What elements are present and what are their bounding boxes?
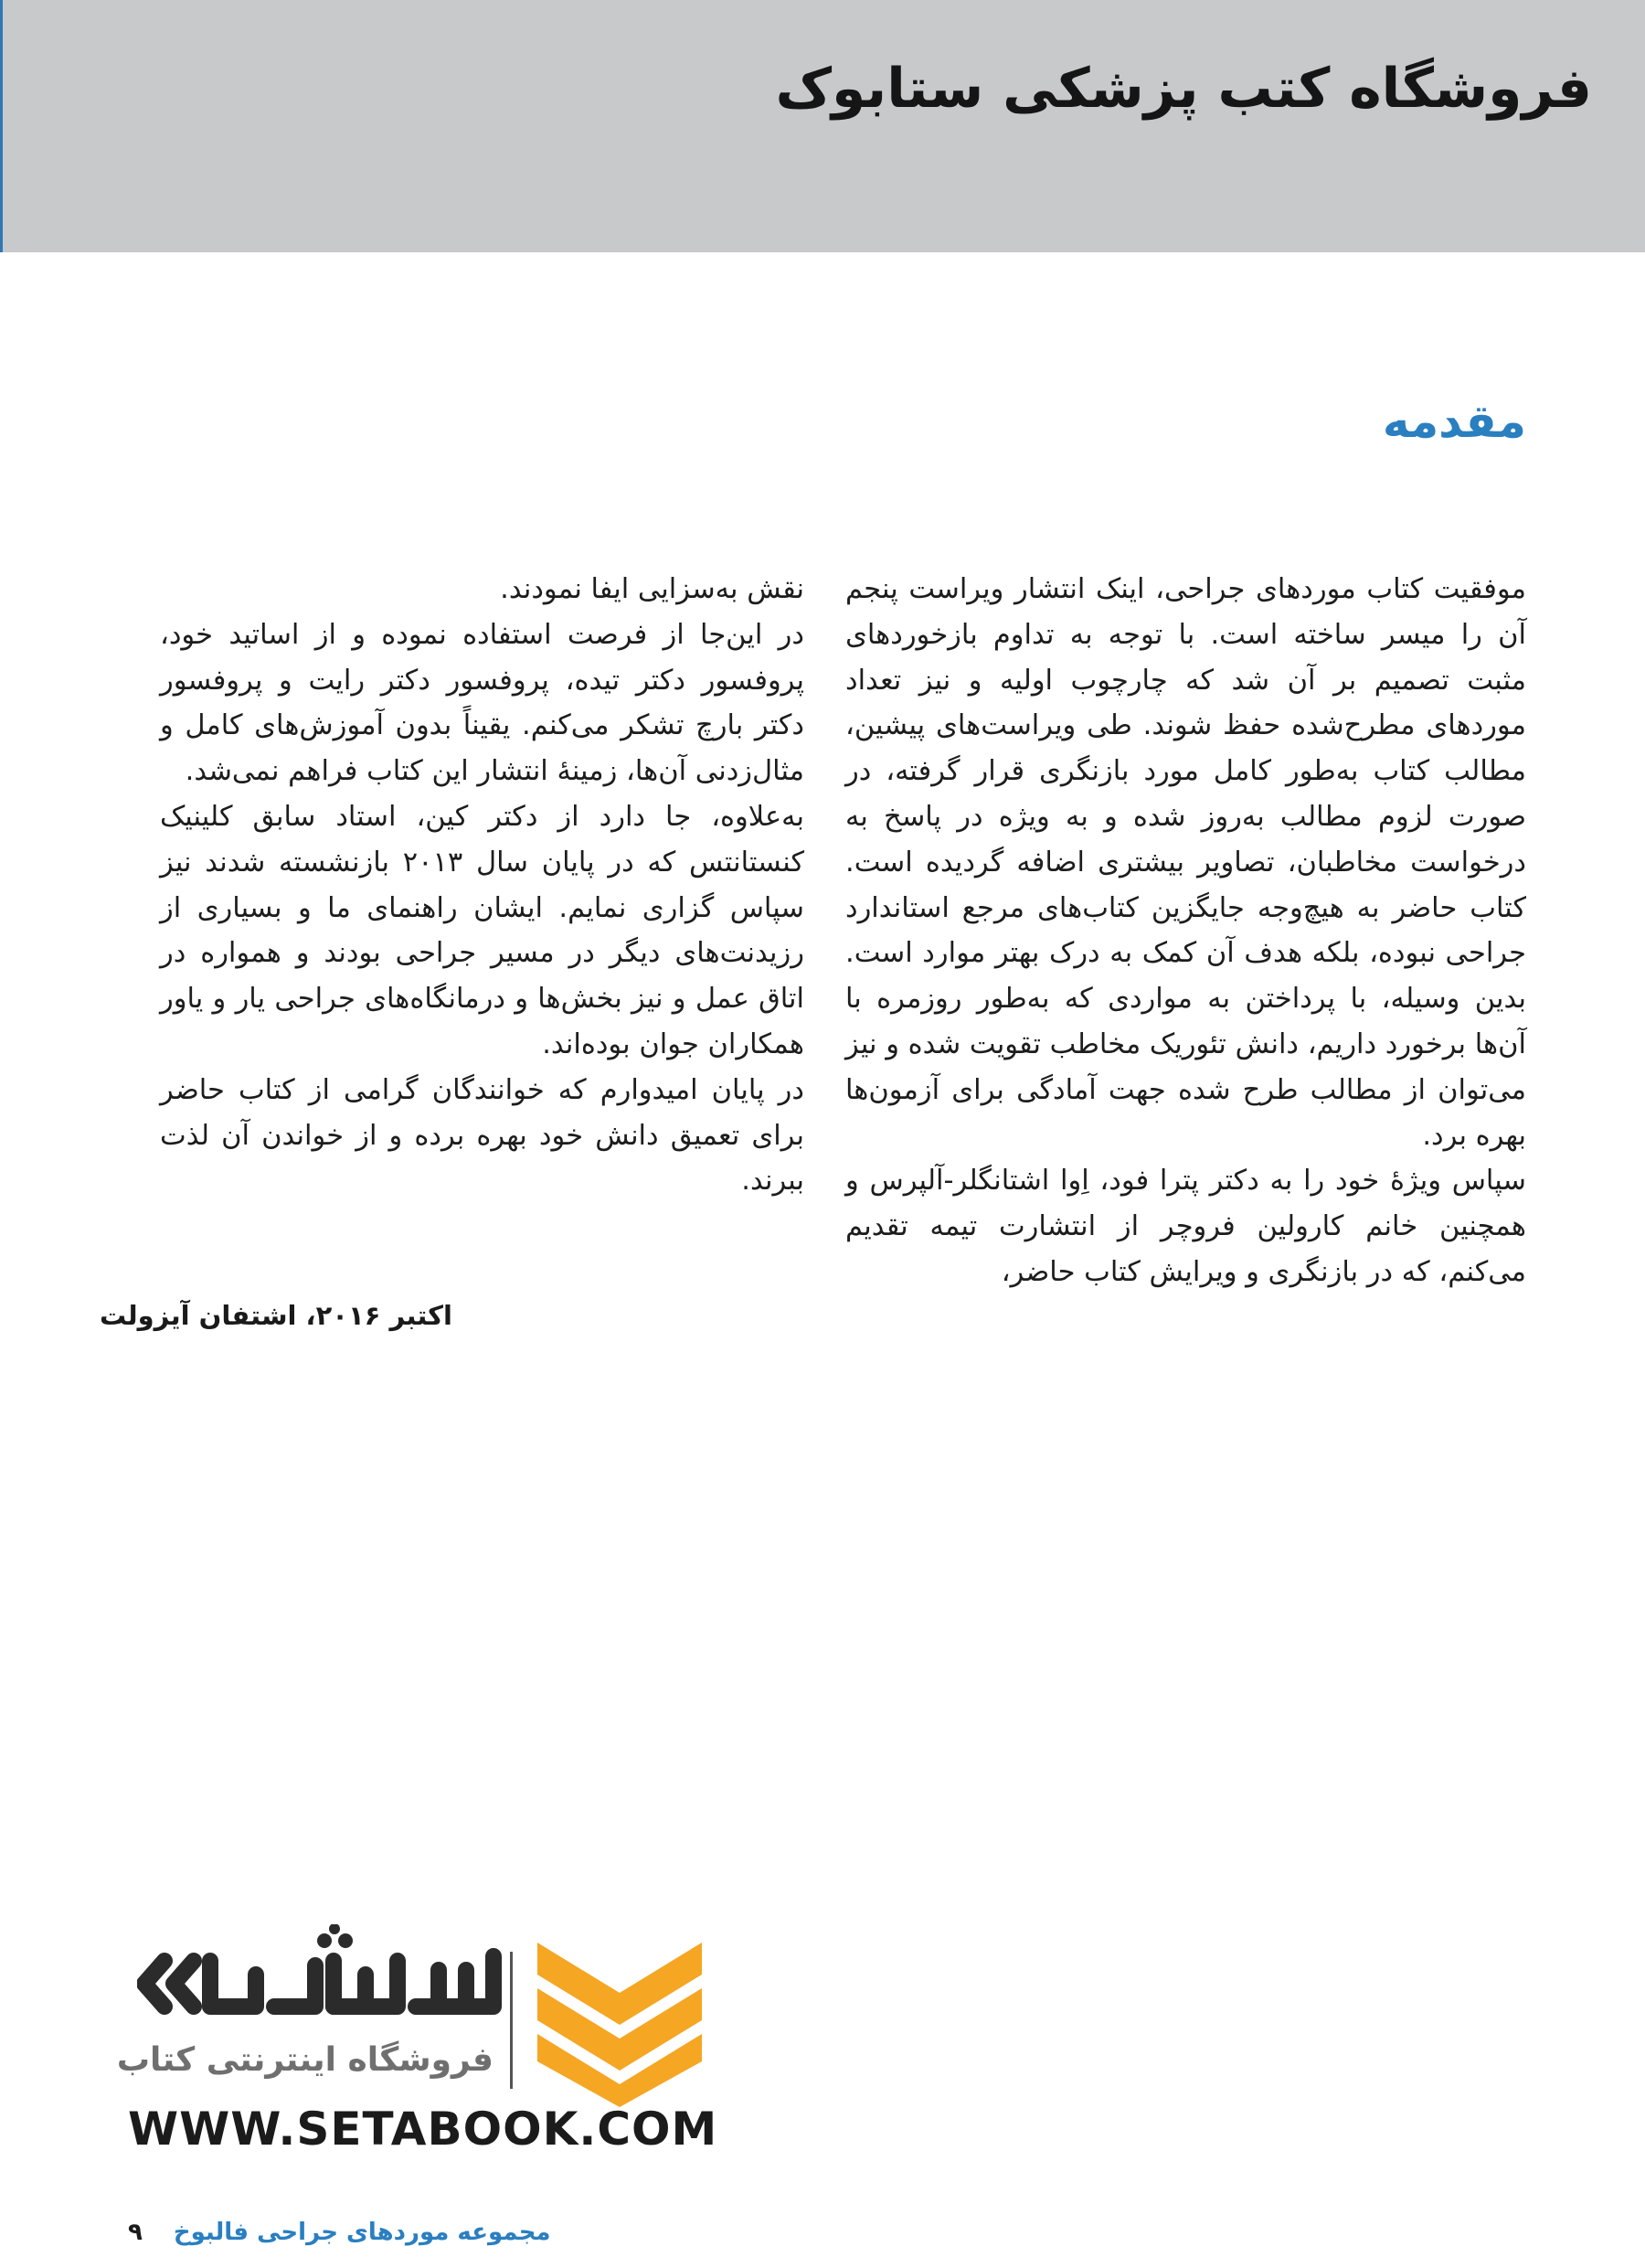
paragraph: در این‌جا از فرصت استفاده نموده و از اساتید خود، پروفسور دکتر تیده، پروفسور دکتر رایت و پروفسور دکتر بارچ تشکر می‌کنم. یقیناً بدون آموزش‌های کامل و مثال‌زدنی آن‌ها، زمینهٔ انتشار این کتاب فراهم نمی‌شد. — [160, 618, 804, 788]
header-edge-line — [0, 0, 3, 252]
setabook-wordmark-logo — [137, 1924, 503, 2043]
page-number: ۹ — [128, 2219, 143, 2246]
header-title: فروشگاه کتب پزشکی ستابوک — [775, 57, 1592, 121]
setabook-logo — [116, 1924, 718, 2162]
logo-url — [128, 2103, 718, 2156]
paragraph: نقش به‌سزایی ایفا نمودند. — [500, 573, 804, 605]
signature: اکتبر ۲۰۱۶، اشتفان آیزولت — [100, 1300, 452, 1331]
logo-divider — [510, 1952, 513, 2089]
text-column-right — [845, 567, 1526, 1295]
paragraph: در پایان امیدوارم که خوانندگان گرامی از کتاب حاضر برای تعمیق دانش خود بهره برده و از خواندن آن لذت ببرند. — [160, 1073, 804, 1198]
text-column-left — [160, 567, 804, 1204]
paragraph: موفقیت کتاب موردهای جراحی، اینک انتشار ویراست پنجم آن را میسر ساخته است. با توجه به تداوم بازخوردهای مثبت تصمیم بر آن شد که چارچوب اولیه و نیز تعداد موردهای مطرح‌شده حفظ شوند. طی ویراست‌های پیشین، مطالب کتاب به‌طور کامل مورد بازنگری قرار گرفته، در صورت لزوم مطالب به‌روز شده و به ویژه در پاسخ به درخواست مخاطبان، تصاویر بیشتری اضافه گردیده است. کتاب حاضر به هیچ‌وجه جایگزین کتاب‌های مرجع استاندارد جراحی نبوده، بلکه هدف آن کمک به درک بهتر موارد است. بدین وسیله، با پرداختن به مواردی که به‌طور روزمره با آن‌ها برخورد داریم، دانش تئوریک مخاطب تقویت شده و نیز می‌توان از مطالب طرح شده جهت آمادگی برای آزمون‌ها بهره برد. — [844, 573, 1526, 1152]
header-band — [0, 0, 1645, 252]
paragraph: به‌علاوه، جا دارد از دکتر کین، استاد سابق کلینیک کنستانتس که در پایان سال ۲۰۱۳ بازنشسته شدند نیز سپاس گزاری نمایم. ایشان راهنمای ما و بسیاری از رزیدنت‌های دیگر در مسیر جراحی بودند و همواره در اتاق عمل و نیز بخش‌ها و درمانگاه‌های جراحی یار و یاور همکاران جوان بوده‌اند. — [160, 800, 804, 1060]
book-stack-icon — [528, 1924, 711, 2107]
footer-book-title: مجموعه موردهای جراحی فالبوخ — [173, 2219, 551, 2246]
logo-url-text: WWW.SETABOOK.COM — [128, 2103, 718, 2156]
page-footer — [128, 2219, 551, 2246]
section-title: مقدمه — [1382, 395, 1526, 448]
logo-subtitle: فروشگاه اینترنتی کتاب — [116, 2041, 494, 2079]
paragraph: سپاس ویژهٔ خود را به دکتر پترا فود، اِوا اشتانگلر-آلپرس و همچنین خانم کارولین فروچر از انتشارت تیمه تقدیم می‌کنم، که در بازنگری و ویرایش کتاب حاضر، — [845, 1165, 1526, 1288]
